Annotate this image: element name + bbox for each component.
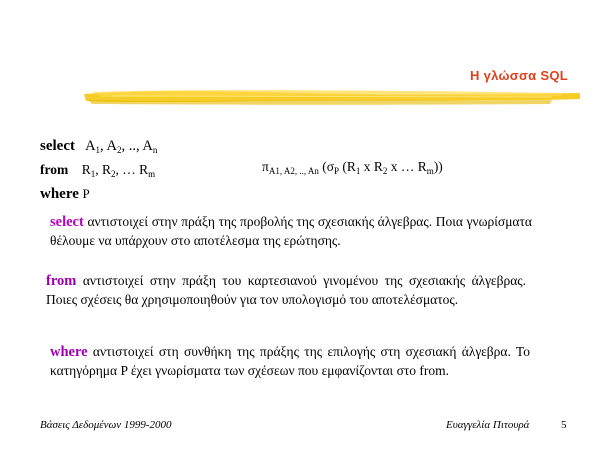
select-keyword: select (40, 138, 75, 154)
from-keyword: from (40, 162, 69, 177)
from-line: from $R_1$, $R_2$, … $R_m$ (40, 162, 156, 179)
from-explanation: from αντιστοιχεί στην πράξη του καρτεσιανού γινομένου της σχεσιακής άλγεβρας. Ποιες σχέσεις θα χρησιμοποιηθούν για τον υπολογισμό του αποτελέσματος. (46, 273, 526, 307)
select-line: select $A_1$, $A_2$, .., $A_n$ (40, 138, 158, 155)
page-number: 5 (561, 419, 567, 431)
slide-title: Η γλώσσα SQL (470, 68, 568, 83)
footer-author: Ευαγγελία Πιτουρά (446, 419, 530, 431)
relational-algebra-expression: $\pi_{A1, A2, .., An}$ ($\sigma_P$ ($R_1$ x $R_2$ x … $R_m$)) (262, 159, 443, 176)
footer-course: Βάσεις Δεδομένων 1999-2000 (40, 419, 172, 431)
title-brush-underline (82, 84, 582, 110)
sql-syntax-block (40, 136, 157, 204)
where-line: where P (40, 186, 90, 202)
where-keyword: where (40, 186, 79, 202)
select-explanation: select αντιστοιχεί στην πράξη της προβολής της σχεσιακής άλγεβρας. Ποια γνωρίσματα θέλουμε να υπάρχουν στο αποτέλεσμα της ερώτησης. (50, 214, 532, 248)
where-explanation: where αντιστοιχεί στη συνθήκη της πράξης της επιλογής στη σχεσιακή άλγεβρα. Το κατηγόρημα P έχει γνωρίσματα των σχέσεων που εμφανίζονται στο from. (50, 344, 530, 378)
